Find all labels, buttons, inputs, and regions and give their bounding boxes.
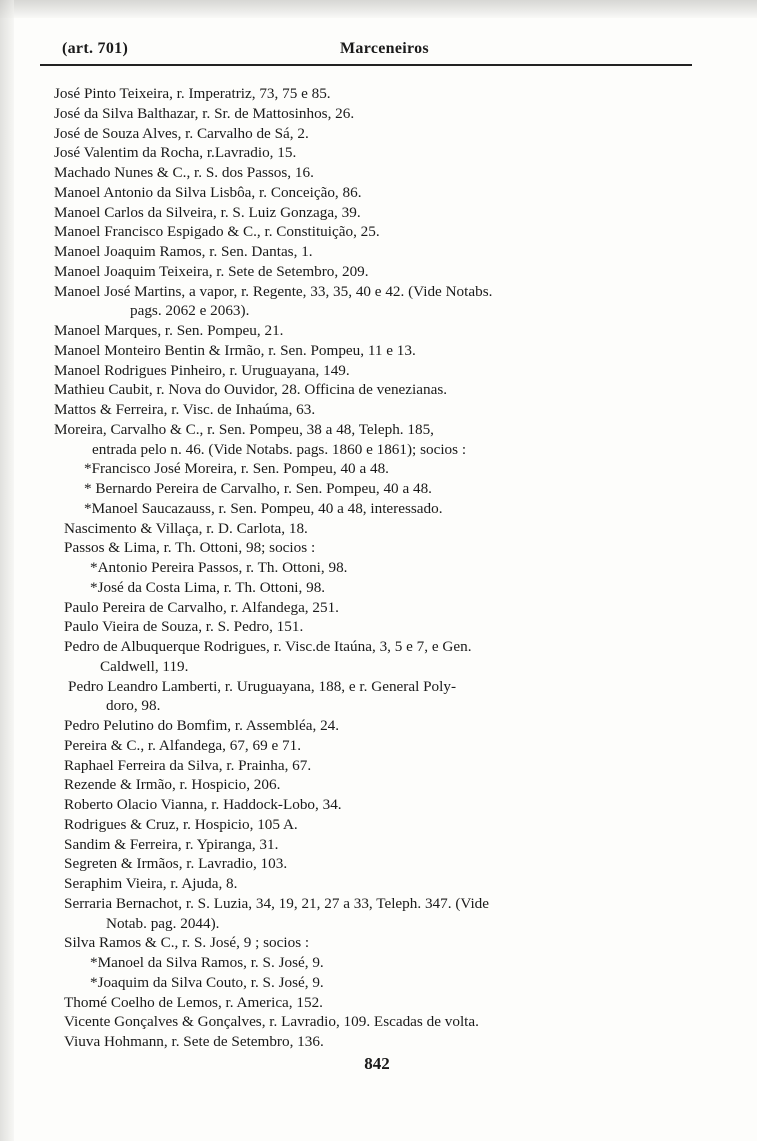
directory-entry: Mathieu Caubit, r. Nova do Ouvidor, 28. Officina de venezianas. [54,381,448,399]
directory-entry: Manoel Joaquim Ramos, r. Sen. Dantas, 1. [54,243,313,260]
directory-entry-continuation: pags. 2062 e 2063). [130,302,250,320]
directory-entry: Manoel Francisco Espigado & C., r. Constituição, 25. [54,223,380,241]
header-article-number: (art. 701) [62,40,129,57]
directory-entry: Thomé Coelho de Lemos, r. America, 152. [64,993,323,1011]
directory-entry: José Pinto Teixeira, r. Imperatriz, 73, 75 e 85. [54,85,331,102]
directory-entry: Rezende & Irmão, r. Hospicio, 206. [64,776,281,794]
directory-entry: Seraphim Vieira, r. Ajuda, 8. [64,875,238,892]
directory-entry: Manoel Carlos da Silveira, r. S. Luiz Gonzaga, 39. [54,203,361,221]
directory-entry: Silva Ramos & C., r. S. José, 9 ; socios : [64,934,310,952]
directory-entry: Segreten & Irmãos, r. Lavradio, 103. [64,855,288,873]
directory-entry: Mattos & Ferreira, r. Visc. de Inhaúma, 63. [54,401,316,418]
directory-entry-continuation: Caldwell, 119. [100,657,189,675]
directory-entry: Pedro Pelutino do Bomfim, r. Assembléa, 24. [64,717,340,734]
directory-entry: Vicente Gonçalves & Gonçalves, r. Lavradio, 109. Escadas de volta. [64,1013,479,1031]
directory-entry: Manoel Joaquim Teixeira, r. Sete de Setembro, 209. [54,262,369,280]
directory-entry: Raphael Ferreira da Silva, r. Prainha, 67. [64,756,312,774]
directory-entry: Pedro Leandro Lamberti, r. Uruguayana, 188, e r. General Poly- [68,677,456,695]
directory-entry: Viuva Hohmann, r. Sete de Setembro, 136. [64,1033,324,1050]
directory-entry: José Valentim da Rocha, r.Lavradio, 15. [54,144,297,162]
directory-entries [54,84,704,1052]
directory-entry: Serraria Bernachot, r. S. Luzia, 34, 19, 21, 27 a 33, Teleph. 347. (Vide [64,894,489,912]
directory-entry: Machado Nunes & C., r. S. dos Passos, 16. [54,164,314,181]
directory-entry: Rodrigues & Cruz, r. Hospicio, 105 A. [64,815,298,833]
directory-entry: José da Silva Balthazar, r. Sr. de Mattosinhos, 26. [54,104,355,122]
directory-entry-continuation: Notab. pag. 2044). [106,914,220,932]
page-top-edge [0,0,757,18]
directory-entry: Manoel Rodrigues Pinheiro, r. Uruguayana, 149. [54,361,350,379]
directory-entry: Pedro de Albuquerque Rodrigues, r. Visc.de Itaúna, 3, 5 e 7, e Gen. [64,638,472,655]
header-rule [40,64,692,66]
partner-entry: *Antonio Pereira Passos, r. Th. Ottoni, 98. [90,559,348,576]
page-number: 842 [364,1054,390,1073]
directory-entry-continuation: doro, 98. [106,697,161,715]
directory-entry: Manoel José Martins, a vapor, r. Regente, 33, 35, 40 e 42. (Vide Notabs. [54,282,493,300]
directory-entry: Manoel Marques, r. Sen. Pompeu, 21. [54,322,284,339]
partner-entry: * Bernardo Pereira de Carvalho, r. Sen. Pompeu, 40 a 48. [84,480,432,497]
partner-entry: *Manoel da Silva Ramos, r. S. José, 9. [90,954,324,971]
directory-entry: Pereira & C., r. Alfandega, 67, 69 e 71. [64,736,302,754]
partner-entry: *José da Costa Lima, r. Th. Ottoni, 98. [90,578,326,596]
directory-entry: Paulo Vieira de Souza, r. S. Pedro, 151. [64,618,304,636]
directory-entry: Nascimento & Villaça, r. D. Carlota, 18. [64,519,308,537]
directory-entry: Sandim & Ferreira, r. Ypiranga, 31. [64,835,279,853]
page-left-edge [0,0,14,1141]
directory-entry: Roberto Olacio Vianna, r. Haddock-Lobo, 34. [64,796,342,813]
partner-entry: *Manoel Saucazauss, r. Sen. Pompeu, 40 a 48, interessado. [84,499,443,517]
directory-entry: Manoel Monteiro Bentin & Irmão, r. Sen. Pompeu, 11 e 13. [54,341,416,359]
header-section-title: Marceneiros [340,40,429,57]
directory-entry: José de Souza Alves, r. Carvalho de Sá, 2. [54,124,309,142]
directory-entry-continuation: entrada pelo n. 46. (Vide Notabs. pags. 1860 e 1861); socios : [92,440,467,458]
directory-entry: Paulo Pereira de Carvalho, r. Alfandega, 251. [64,598,339,616]
partner-entry: *Francisco José Moreira, r. Sen. Pompeu, 40 a 48. [84,460,389,478]
directory-entry: Passos & Lima, r. Th. Ottoni, 98; socios : [64,539,316,557]
directory-entry: Manoel Antonio da Silva Lisbôa, r. Conceição, 86. [54,183,362,201]
running-header [62,40,692,62]
partner-entry: *Joaquim da Silva Couto, r. S. José, 9. [90,973,324,991]
directory-entry: Moreira, Carvalho & C., r. Sen. Pompeu, 38 a 48, Teleph. 185, [54,420,434,438]
